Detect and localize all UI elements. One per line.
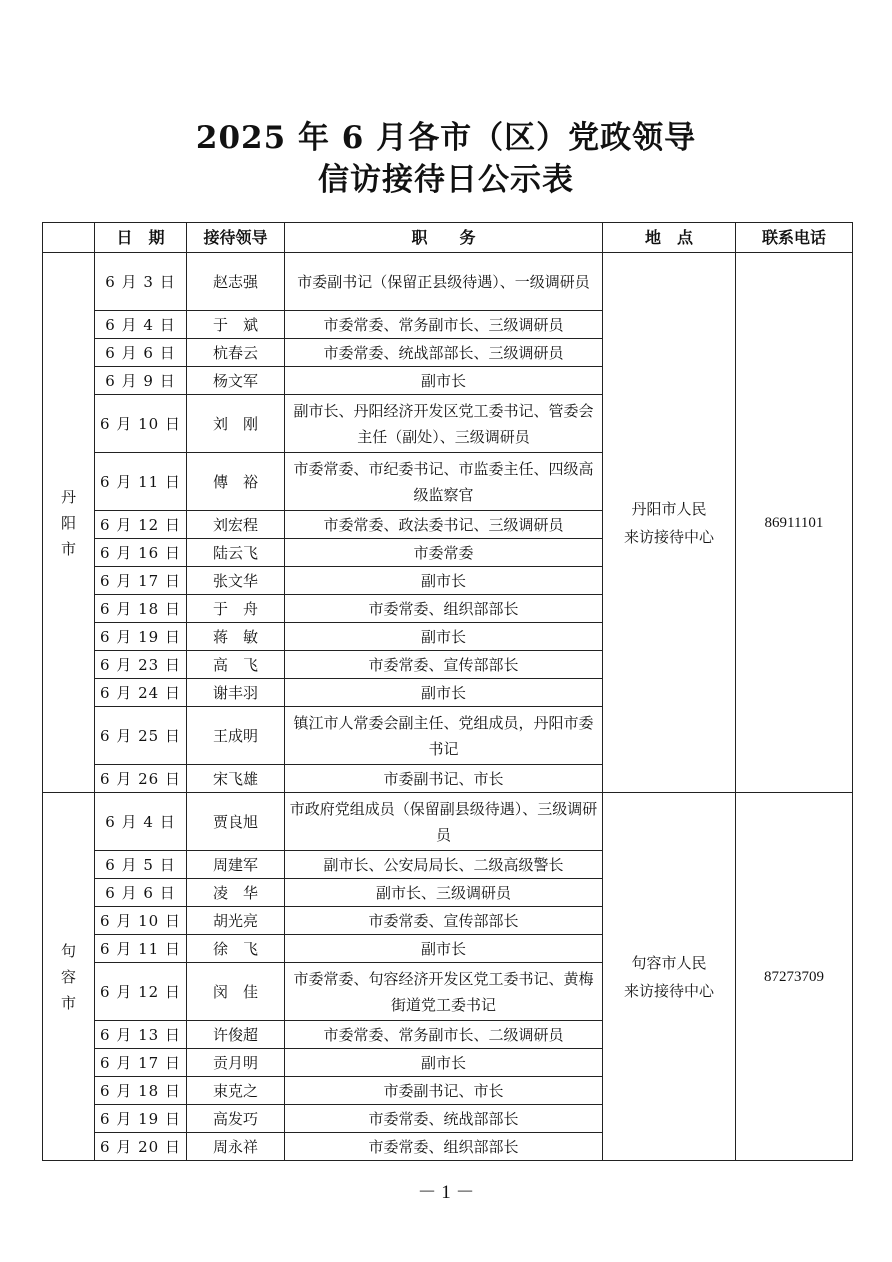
date-cell: 6 月 12 日 <box>95 963 187 1021</box>
leader-cell: 于 舟 <box>187 595 285 623</box>
duty-cell: 市委副书记（保留正县级待遇）、一级调研员 <box>285 253 603 311</box>
date-cell: 6 月 3 日 <box>95 253 187 311</box>
location-line: 句容市人民 <box>631 953 707 972</box>
city-cell <box>43 253 95 793</box>
date-cell: 6 月 6 日 <box>95 339 187 367</box>
date-cell: 6 月 11 日 <box>95 935 187 963</box>
duty-cell: 镇江市人常委会副主任、党组成员，丹阳市委书记 <box>285 707 603 765</box>
duty-cell: 市委常委、常务副市长、二级调研员 <box>285 1021 603 1049</box>
duty-cell: 副市长、三级调研员 <box>285 879 603 907</box>
leader-cell: 于 斌 <box>187 311 285 339</box>
duty-cell: 市委常委、政法委书记、三级调研员 <box>285 511 603 539</box>
city-char: 丹 <box>60 487 76 506</box>
leader-cell: 陆云飞 <box>187 539 285 567</box>
leader-cell: 贡月明 <box>187 1049 285 1077</box>
date-cell: 6 月 4 日 <box>95 793 187 851</box>
date-cell: 6 月 5 日 <box>95 851 187 879</box>
date-cell: 6 月 20 日 <box>95 1133 187 1161</box>
city-char: 市 <box>60 993 76 1012</box>
date-cell: 6 月 18 日 <box>95 595 187 623</box>
header-leader: 接待领导 <box>187 223 285 253</box>
duty-cell: 副市长 <box>285 567 603 595</box>
city-char: 句 <box>60 941 76 960</box>
duty-cell: 市委常委、市纪委书记、市监委主任、四级高级监察官 <box>285 453 603 511</box>
duty-cell: 副市长 <box>285 679 603 707</box>
table-row <box>43 253 853 311</box>
duty-cell: 市委常委、常务副市长、三级调研员 <box>285 311 603 339</box>
date-cell: 6 月 13 日 <box>95 1021 187 1049</box>
header-duty: 职 务 <box>285 223 603 253</box>
duty-cell: 市委常委、句容经济开发区党工委书记、黄梅街道党工委书记 <box>285 963 603 1021</box>
duty-cell: 副市长、丹阳经济开发区党工委书记、管委会主任（副处）、三级调研员 <box>285 395 603 453</box>
city-char: 容 <box>60 967 76 986</box>
city-char: 市 <box>60 539 76 558</box>
leader-cell: 周建军 <box>187 851 285 879</box>
header-location: 地 点 <box>603 223 736 253</box>
location-line: 丹阳市人民 <box>631 499 707 518</box>
page-title-line1: 2025 年 6 月各市（区）党政领导 <box>195 120 697 156</box>
leader-cell: 束克之 <box>187 1077 285 1105</box>
leader-cell: 杨文军 <box>187 367 285 395</box>
phone-cell: 86911101 <box>736 253 853 793</box>
leader-cell: 许俊超 <box>187 1021 285 1049</box>
leader-cell: 贾良旭 <box>187 793 285 851</box>
leader-cell: 胡光亮 <box>187 907 285 935</box>
duty-cell: 副市长 <box>285 1049 603 1077</box>
duty-cell: 市委常委 <box>285 539 603 567</box>
leader-cell: 高 飞 <box>187 651 285 679</box>
leader-cell: 王成明 <box>187 707 285 765</box>
leader-cell: 刘宏程 <box>187 511 285 539</box>
leader-cell: 刘 刚 <box>187 395 285 453</box>
leader-cell: 谢丰羽 <box>187 679 285 707</box>
location-cell <box>603 253 736 793</box>
duty-cell: 市委常委、宣传部部长 <box>285 651 603 679</box>
date-cell: 6 月 10 日 <box>95 395 187 453</box>
date-cell: 6 月 25 日 <box>95 707 187 765</box>
date-cell: 6 月 4 日 <box>95 311 187 339</box>
header-blank <box>43 223 95 253</box>
duty-cell: 副市长 <box>285 367 603 395</box>
date-cell: 6 月 10 日 <box>95 907 187 935</box>
leader-cell: 闵 佳 <box>187 963 285 1021</box>
page-number: － 1 － <box>417 1182 475 1203</box>
leader-cell: 周永祥 <box>187 1133 285 1161</box>
leader-cell: 高发巧 <box>187 1105 285 1133</box>
duty-cell: 市政府党组成员（保留副县级待遇）、三级调研员 <box>285 793 603 851</box>
leader-cell: 杭春云 <box>187 339 285 367</box>
leader-cell: 凌 华 <box>187 879 285 907</box>
date-cell: 6 月 17 日 <box>95 1049 187 1077</box>
duty-cell: 副市长 <box>285 623 603 651</box>
duty-cell: 市委常委、统战部部长、三级调研员 <box>285 339 603 367</box>
phone-cell: 87273709 <box>736 793 853 1161</box>
table-body <box>43 253 853 1161</box>
date-cell: 6 月 9 日 <box>95 367 187 395</box>
header-phone: 联系电话 <box>736 223 853 253</box>
date-cell: 6 月 16 日 <box>95 539 187 567</box>
date-cell: 6 月 23 日 <box>95 651 187 679</box>
city-char: 阳 <box>60 513 76 532</box>
date-cell: 6 月 26 日 <box>95 765 187 793</box>
schedule-table <box>42 222 853 1161</box>
leader-cell: 赵志强 <box>187 253 285 311</box>
leader-cell: 张文华 <box>187 567 285 595</box>
duty-cell: 市委副书记、市长 <box>285 1077 603 1105</box>
duty-cell: 市委常委、组织部部长 <box>285 1133 603 1161</box>
date-cell: 6 月 12 日 <box>95 511 187 539</box>
date-cell: 6 月 6 日 <box>95 879 187 907</box>
leader-cell: 宋飞雄 <box>187 765 285 793</box>
page-title-line2: 信访接待日公示表 <box>318 162 574 198</box>
header-date: 日 期 <box>95 223 187 253</box>
duty-cell: 市委常委、宣传部部长 <box>285 907 603 935</box>
date-cell: 6 月 17 日 <box>95 567 187 595</box>
duty-cell: 副市长 <box>285 935 603 963</box>
leader-cell: 徐 飞 <box>187 935 285 963</box>
date-cell: 6 月 18 日 <box>95 1077 187 1105</box>
duty-cell: 市委副书记、市长 <box>285 765 603 793</box>
city-cell <box>43 793 95 1161</box>
location-cell <box>603 793 736 1161</box>
leader-cell: 傳 裕 <box>187 453 285 511</box>
date-cell: 6 月 19 日 <box>95 623 187 651</box>
duty-cell: 市委常委、统战部部长 <box>285 1105 603 1133</box>
duty-cell: 副市长、公安局局长、二级高级警长 <box>285 851 603 879</box>
location-line: 来访接待中心 <box>623 527 714 546</box>
table-row <box>43 793 853 851</box>
date-cell: 6 月 11 日 <box>95 453 187 511</box>
table-header-row <box>43 223 853 253</box>
location-line: 来访接待中心 <box>623 981 714 1000</box>
leader-cell: 蒋 敏 <box>187 623 285 651</box>
duty-cell: 市委常委、组织部部长 <box>285 595 603 623</box>
date-cell: 6 月 19 日 <box>95 1105 187 1133</box>
date-cell: 6 月 24 日 <box>95 679 187 707</box>
